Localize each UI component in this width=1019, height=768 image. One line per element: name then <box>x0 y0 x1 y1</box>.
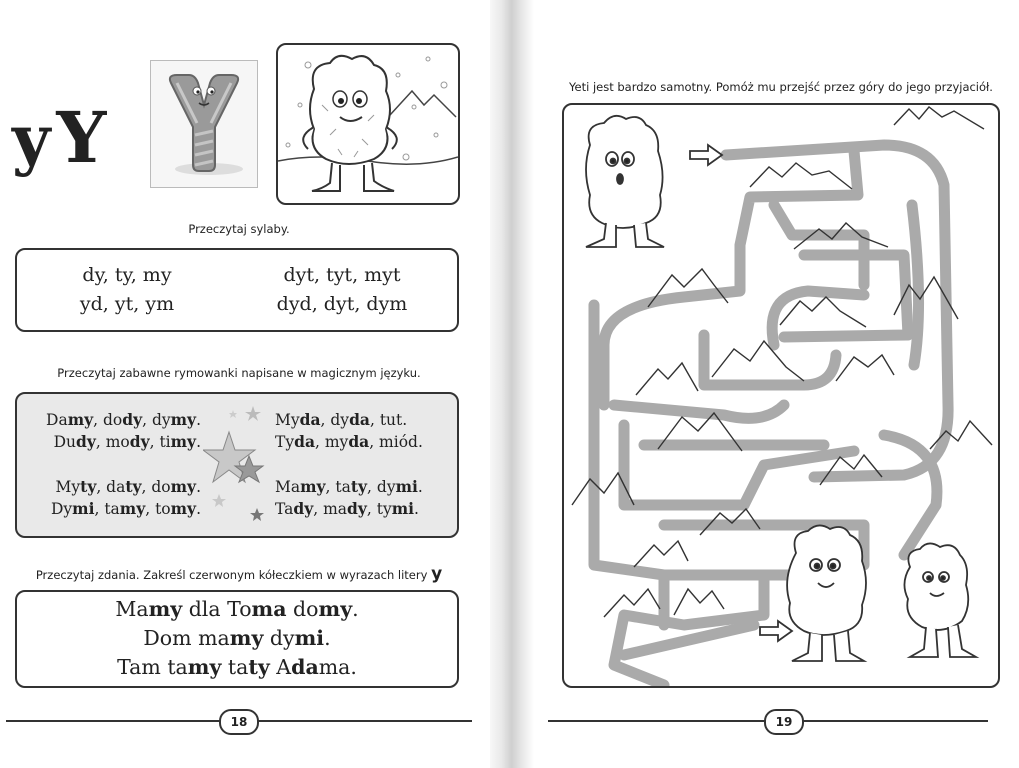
rhyme-line: Myda, dyda, tut. <box>275 410 408 429</box>
syllables-left-1: dy, ty, my <box>82 264 172 286</box>
instruction-sentences <box>0 564 478 584</box>
rhyme-line: Dymi, tamy, tomy. <box>50 499 201 518</box>
syllables-right-2: dyd, dyt, dym <box>276 293 408 315</box>
syllables-box <box>15 248 459 332</box>
book-gutter <box>484 0 534 768</box>
page-number-right: 19 <box>764 709 804 735</box>
yeti-start <box>586 116 664 247</box>
syllables-right-1: dyt, tyt, myt <box>283 264 401 286</box>
uppercase-letter: Y <box>56 96 107 179</box>
instruction-syllables: Przeczytaj sylaby. <box>188 222 290 236</box>
instruction-maze: Yeti jest bardzo samotny. Pomóż mu przejść przez góry do jego przyjaciół. <box>569 80 993 94</box>
instruction-sentences-letter: y <box>431 564 443 584</box>
maze-frame <box>562 103 1000 688</box>
instruction-sentences-text: Przeczytaj zdania. Zakreśl czerwonym kółeczkiem w wyrazach litery <box>35 568 428 582</box>
rhymes-box <box>15 392 459 538</box>
syllables-left-2: yd, yt, ym <box>79 293 175 315</box>
sentence-line: Tam tamy taty Adama. <box>117 655 357 679</box>
yeti-friends <box>787 525 976 661</box>
rhyme-line: Tyda, myda, miód. <box>275 432 423 451</box>
lowercase-letter: y <box>12 100 51 178</box>
rhyme-line: Dudy, mody, timy. <box>53 432 201 451</box>
rhyme-line: Damy, dody, dymy. <box>46 410 201 429</box>
sentence-line: Mamy dla Toma domy. <box>115 597 359 621</box>
page-number: 18 <box>219 709 259 735</box>
rhyme-line: Myty, daty, domy. <box>55 477 201 496</box>
stars-decoration <box>203 402 273 530</box>
page-left <box>0 0 490 768</box>
rhyme-line: Tady, mady, tymi. <box>275 499 419 518</box>
rhyme-line: Mamy, taty, dymi. <box>275 477 423 496</box>
yeti-illustration <box>276 43 460 205</box>
sentence-line: Dom mamy dymi. <box>143 626 331 650</box>
sentences-box <box>15 590 459 688</box>
instruction-rhymes: Przeczytaj zabawne rymowanki napisane w magicznym języku. <box>57 366 421 380</box>
letter-heading <box>12 96 106 179</box>
letter-y-illustration <box>150 60 258 188</box>
